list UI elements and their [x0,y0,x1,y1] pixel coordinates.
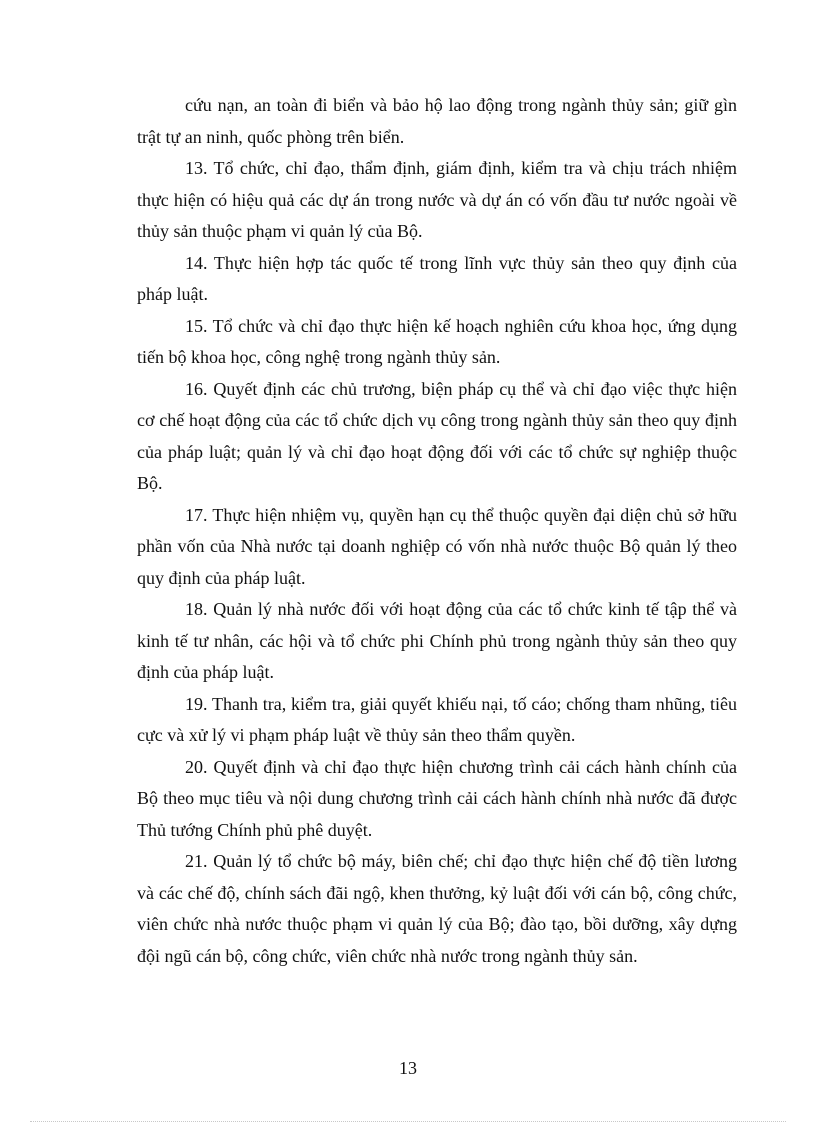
paragraph-item-18: 18. Quản lý nhà nước đối với hoạt động của các tổ chức kinh tế tập thể và kinh tế tư nhân, các hội và tổ chức phi Chính phủ trong ngành thủy sản theo quy định của pháp luật. [137,599,737,682]
paragraph-continuation: cứu nạn, an toàn đi biển và bảo hộ lao động trong ngành thủy sản; giữ gìn trật tự an ninh, quốc phòng trên biển. [137,95,737,147]
paragraph-item-14: 14. Thực hiện hợp tác quốc tế trong lĩnh vực thủy sản theo quy định của pháp luật. [137,252,737,304]
paragraph-item-21: 21. Quản lý tổ chức bộ máy, biên chế; chỉ đạo thực hiện chế độ tiền lương và các chế độ, chính sách đãi ngộ, khen thưởng, kỷ luật đối với cán bộ, công chức, viên chức nhà nước thuộc phạm vi quản lý của Bộ; đào tạo, bồi dưỡng, xây dựng đội ngũ cán bộ, công chức, viên chức nhà nước trong ngành thủy sản. [137,851,737,966]
paragraph-item-19: 19. Thanh tra, kiểm tra, giải quyết khiếu nại, tố cáo; chống tham nhũng, tiêu cực và xử lý vi phạm pháp luật về thủy sản theo thẩm quyền. [137,693,737,745]
page-number: 13 [399,1058,417,1078]
paragraph-item-17: 17. Thực hiện nhiệm vụ, quyền hạn cụ thể thuộc quyền đại diện chủ sở hữu phần vốn của Nhà nước tại doanh nghiệp có vốn nhà nước thuộc Bộ quản lý theo quy định của pháp luật. [137,504,737,588]
document-body [137,90,737,972]
paragraph-item-13: 13. Tổ chức, chỉ đạo, thẩm định, giám định, kiểm tra và chịu trách nhiệm thực hiện có hiệu quả các dự án trong nước và dự án có vốn đầu tư nước ngoài về thủy sản thuộc phạm vi quản lý của Bộ. [137,158,737,241]
paragraph-item-15: 15. Tổ chức và chỉ đạo thực hiện kế hoạch nghiên cứu khoa học, ứng dụng tiến bộ khoa học, công nghệ trong ngành thủy sản. [137,315,737,367]
page-bottom-divider [30,1121,786,1122]
paragraph-item-20: 20. Quyết định và chỉ đạo thực hiện chương trình cải cách hành chính của Bộ theo mục tiêu và nội dung chương trình cải cách hành chính nhà nước đã được Thủ tướng Chính phủ phê duyệt. [137,756,737,840]
paragraph-item-16: 16. Quyết định các chủ trương, biện pháp cụ thể và chỉ đạo việc thực hiện cơ chế hoạt động của các tổ chức dịch vụ công trong ngành thủy sản theo quy định của pháp luật; quản lý và chỉ đạo hoạt động đối với các tổ chức sự nghiệp thuộc Bộ. [137,378,737,493]
